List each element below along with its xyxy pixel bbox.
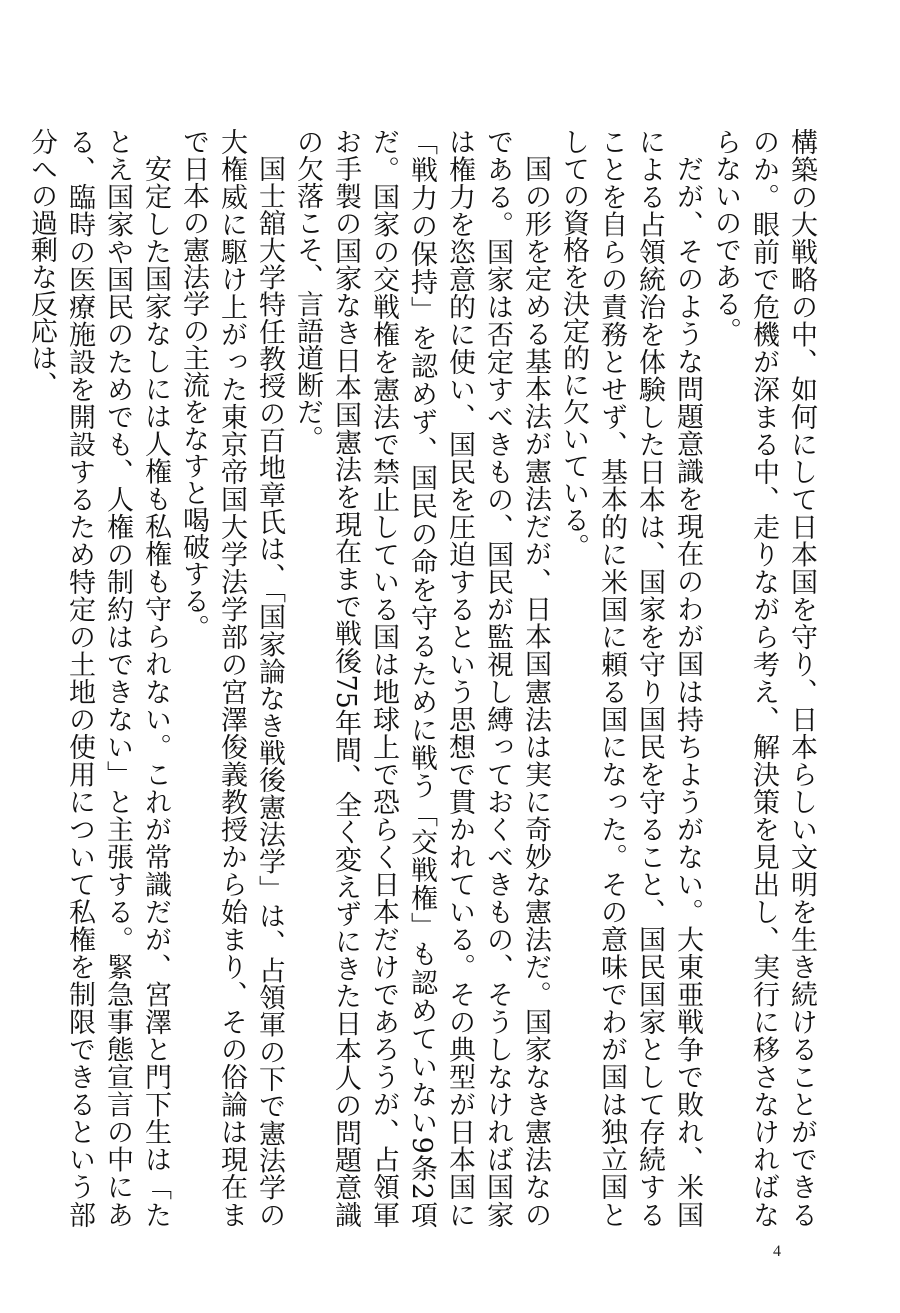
body-text xyxy=(26,128,820,1228)
paragraph-5: 安定した国家なしには人権も私権も守られない。これが常識だが、宮澤と門下生は「たとえ国家や国民のためでも、人権の制約はできない」と主張する。緊急事態宣言の中にある、臨時の医療施設を開設するため特定の土地の使用について私権を制限できるという部分への過剰な反応は、 xyxy=(26,128,171,1228)
paragraph-4: 国士舘大学特任教授の百地章氏は、「国家論なき戦後憲法学」は、占領軍の下で憲法学の大権威に駆け上がった東京帝国大学法学部の宮澤俊義教授から始まり、その俗論は現在まで日本の憲法学の主流をなすと喝破する。 xyxy=(178,128,285,1228)
page-number: 4 xyxy=(773,1243,781,1260)
paragraph-2: だが、そのような問題意識を現在のわが国は持ちようがない。大東亜戦争で敗れ、米国による占領統治を体験した日本は、国家を守り国民を守ること、国民国家として存続することを自らの責務とせず、基本的に米国に頼る国になった。その意味でわが国は独立国としての資格を決定的に欠いている。 xyxy=(558,128,703,1228)
paragraph-3: 国の形を定める基本法が憲法だが、日本国憲法は実に奇妙な憲法だ。国家なき憲法なのである。国家は否定すべきもの、国民が監視し縛っておくべきもの、そうしなければ国家は権力を恣意的に使い、国民を圧迫するという思想で貫かれている。その典型が日本国に「戦力の保持」を認めず、国民の命を守るために戦う「交戦権」も認めていない9条2項だ。国家の交戦権を憲法で禁止している国は地球上で恐らく日本だけであろうが、占領軍お手製の国家なき日本国憲法を現在まで戦後75年間、全く変えずにきた日本人の問題意識の欠落こそ、言語道断だ。 xyxy=(292,128,551,1228)
paragraph-1: 構築の大戦略の中、如何にして日本国を守り、日本らしい文明を生き続けることができるのか。眼前で危機が深まる中、走りながら考え、解決策を見出し、実行に移さなければならないのである。 xyxy=(710,128,817,1228)
